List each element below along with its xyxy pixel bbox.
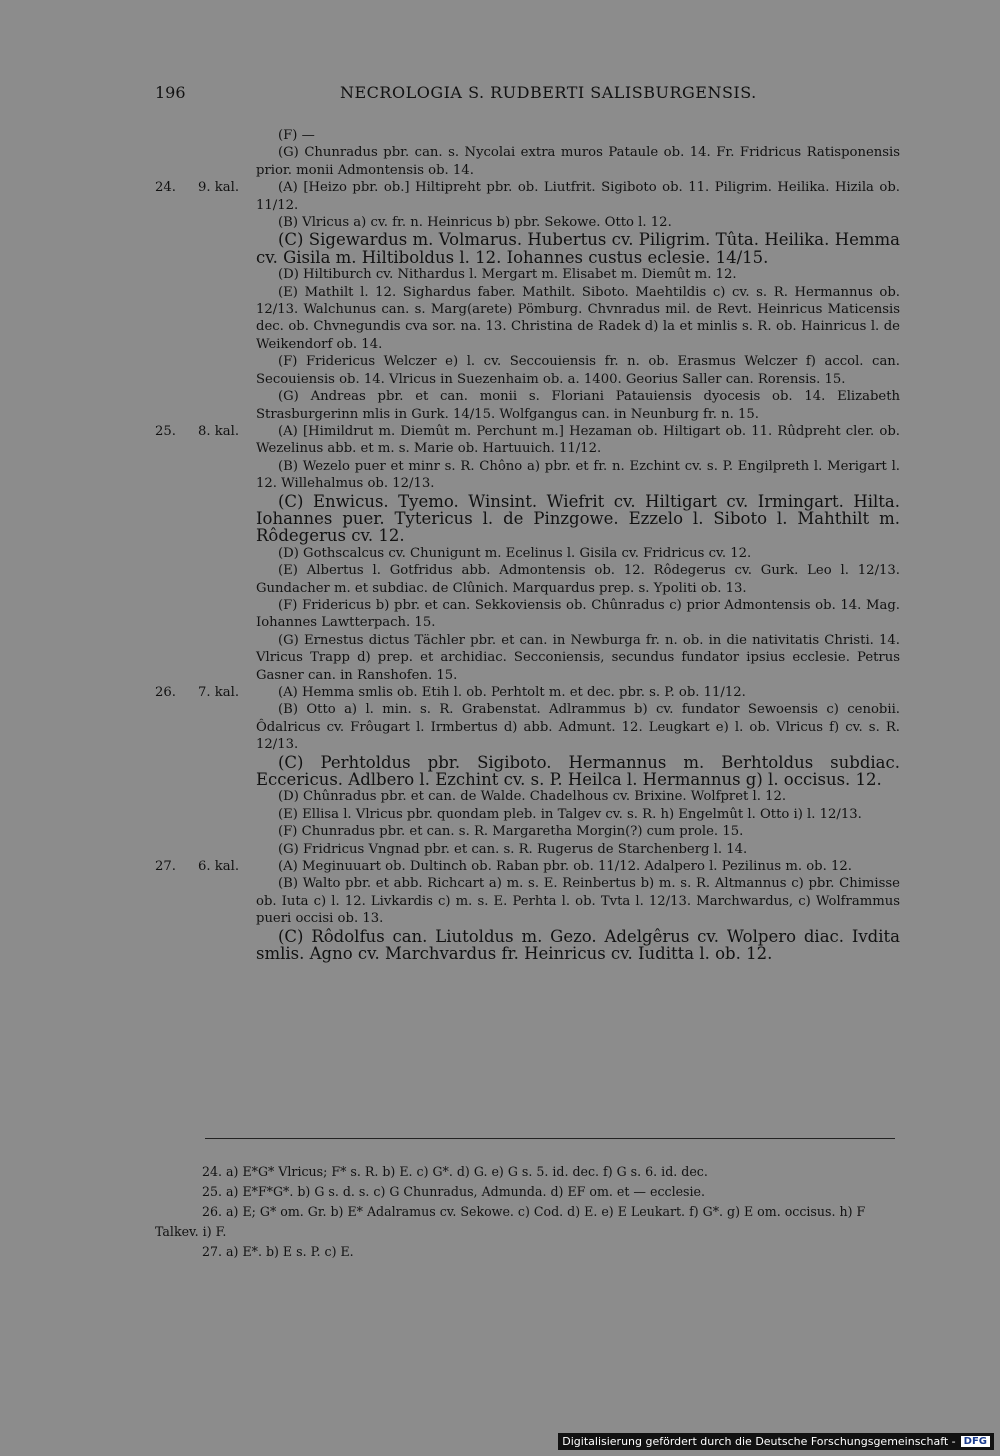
kalend-date: 7. kal.	[198, 685, 240, 700]
entry-paragraph: (G) Fridricus Vngnad pbr. et can. s. R. Rugerus de Starchenberg l. 14.	[278, 841, 748, 857]
footnote-26: 26. a) E; G* om. Gr. b) E* Adalramus cv. Sekowe. c) Cod. d) E. e) E Leukart. f) G*. g) E om. occisus. h) F Talkev. i) F.	[155, 1204, 866, 1239]
entry-day-26	[155, 684, 900, 858]
day-number: 25.	[155, 423, 176, 439]
entry-paragraph: (C) Perhtoldus pbr. Sigiboto. Hermannus m. Berhtoldus subdiac. Eccericus. Adlbero l. Ezchint cv. s. P. Heilca l. Hermannus g) l. occisus. 12.	[256, 752, 900, 790]
entry-paragraph: (A) [Heizo pbr. ob.] Hiltipreht pbr. ob. Liutfrit. Sigiboto ob. 11. Piligrim. Heilika. Hizila ob. 11/12.	[256, 180, 900, 213]
dfg-logo: DFG	[961, 1436, 990, 1447]
entry-paragraph: (E) Mathilt l. 12. Sighardus faber. Mathilt. Siboto. Maehtildis c) cv. s. R. Hermannus ob. 12/13. Walchunus can. s. Marg(arete) Pömburg. Chvnradus mil. de Revt. Heinricus Maticensis dec. ob. Chvnegundis cva sor. na. 13. Christina de Radek d) la et minlis s. R. ob. Hainricus l. de Weikendorf ob. 14.	[256, 284, 900, 352]
entry-paragraph: (D) Hiltiburch cv. Nithardus l. Mergart m. Elisabet m. Diemût m. 12.	[278, 267, 737, 283]
day-number: 27.	[155, 859, 176, 875]
entry-paragraph: (F) Fridericus Welczer e) l. cv. Seccouiensis fr. n. ob. Erasmus Welczer f) accol. can. Secouiensis ob. 14. Vlricus in Suezenhaim ob. a. 1400. Georius Saller can. Rorensis. 15.	[256, 354, 900, 387]
page-number: 196	[155, 83, 186, 102]
footnote-27: 27. a) E*. b) E s. P. c) E.	[202, 1244, 354, 1259]
entry-day-25	[155, 423, 900, 684]
entry-paragraph: (G) Ernestus dictus Tächler pbr. et can. in Newburga fr. n. ob. in die nativitatis Christi. 14. Vlricus Trapp d) prep. et archidiac. Secconiensis, secundus fundator ipsius ecclesie. Petrus Gasner can. in Ranshofen. 15.	[256, 632, 900, 683]
entry-paragraph: (A) Meginuuart ob. Dultinch ob. Raban pbr. ob. 11/12. Adalpero l. Pezilinus m. ob. 12.	[278, 859, 852, 875]
entry-paragraph: (D) Gothscalcus cv. Chunigunt m. Ecelinus l. Gisila cv. Fridricus cv. 12.	[278, 545, 752, 561]
entry-paragraph: (C) Sigewardus m. Volmarus. Hubertus cv. Piligrim. Tûta. Heilika. Hemma cv. Gisila m. Hiltiboldus l. 12. Iohannes custus eclesie. 14/15.	[256, 230, 900, 267]
entry-paragraph: (G) Chunradus pbr. can. s. Nycolai extra muros Pataule ob. 14. Fr. Fridricus Ratisponensis prior. monii Admontensis ob. 14.	[256, 145, 900, 178]
kalend-date: 9. kal.	[198, 180, 240, 196]
credit-text: Digitalisierung gefördert durch die Deutsche Forschungsgemeinschaft -	[562, 1435, 956, 1448]
entry-paragraph: (B) Vlricus a) cv. fr. n. Heinricus b) pbr. Sekowe. Otto l. 12.	[278, 215, 672, 231]
entry-paragraph: (C) Enwicus. Tyemo. Winsint. Wiefrit cv. Hiltigart cv. Irmingart. Hilta. Iohannes puer. Tytericus l. de Pinzgowe. Ezzelo l. Siboto l. Mahthilt m. Rôdegerus cv. 12.	[256, 491, 900, 546]
entry-paragraph: (C) Rôdolfus can. Liutoldus m. Gezo. Adelgêrus cv. Wolpero diac. Ivdita smlis. Agno cv. Marchvardus fr. Heinricus cv. Iuditta l. ob. 12.	[256, 926, 900, 964]
entry-paragraph: (F) Fridericus b) pbr. et can. Sekkoviensis ob. Chûnradus c) prior Admontensis ob. 14. Mag. Iohannes Lawtterpach. 15.	[256, 597, 900, 631]
entry-day-24	[155, 179, 900, 423]
entry-paragraph: (F) —	[278, 128, 315, 143]
footnote-24: 24. a) E*G* Vlricus; F* s. R. b) E. c) G*. d) G. e) G s. 5. id. dec. f) G s. 6. id. dec.	[202, 1164, 708, 1179]
entry-paragraph: (B) Wezelo puer et minr s. R. Chôno a) pbr. et fr. n. Ezchint cv. s. P. Engilpreth l. Merigart l. 12. Willehalmus ob. 12/13.	[256, 458, 900, 492]
entry-paragraph: (B) Walto pbr. et abb. Richcart a) m. s. E. Reinbertus b) m. s. R. Altmannus c) pbr. Chimisse ob. Iuta c) l. 12. Livkardis c) m. s. E. Perhta l. ob. Tvta l. 12/13. Marchwardus, c) Wolframmus pueri occisi ob. 13.	[256, 876, 900, 927]
digitization-credit	[558, 1433, 994, 1450]
entry-paragraph: (A) Hemma smlis ob. Etih l. ob. Perhtolt m. et dec. pbr. s. P. ob. 11/12.	[278, 685, 746, 700]
footnote-25: 25. a) E*F*G*. b) G s. d. s. c) G Chunradus, Admunda. d) EF om. et — ecclesie.	[202, 1184, 706, 1199]
entry-paragraph: (E) Ellisa l. Vlricus pbr. quondam pleb. in Talgev cv. s. R. h) Engelmût l. Otto i) l. 12/13.	[278, 806, 862, 822]
entry-paragraph: (D) Chûnradus pbr. et can. de Walde. Chadelhous cv. Brixine. Wolfpret l. 12.	[278, 789, 787, 805]
entry-paragraph: (E) Albertus l. Gotfridus abb. Admontensis ob. 12. Rôdegerus cv. Gurk. Leo l. 12/13. Gundacher m. et subdiac. de Clûnich. Marquardus prep. s. Ypoliti ob. 13.	[256, 563, 900, 596]
kalend-date: 8. kal.	[198, 423, 240, 439]
entry-paragraph: (A) [Himildrut m. Diemût m. Perchunt m.] Hezaman ob. Hiltigart ob. 11. Rûdpreht cler. ob. Wezelinus abb. et m. s. Marie ob. Hartuuich. 11/12.	[256, 423, 900, 457]
necrology-entries	[155, 127, 900, 963]
footnotes	[155, 1162, 900, 1262]
entry-paragraph: (G) Andreas pbr. et can. monii s. Floriani Patauiensis dyocesis ob. 14. Elizabeth Strasburgerinn mlis in Gurk. 14/15. Wolfgangus can. in Neunburg fr. n. 15.	[256, 389, 900, 422]
entry-paragraph: (F) Chunradus pbr. et can. s. R. Margaretha Morgin(?) cum prole. 15.	[278, 824, 744, 840]
day-number: 24.	[155, 180, 176, 196]
footnote-divider	[205, 1138, 895, 1139]
kalend-date: 6. kal.	[198, 859, 240, 875]
day-number: 26.	[155, 685, 176, 700]
entry-continuation	[155, 127, 900, 179]
entry-paragraph: (B) Otto a) l. min. s. R. Grabenstat. Adlrammus b) cv. fundator Sewoensis c) cenobii. Ôdalricus cv. Frôugart l. Irmbertus d) abb. Admunt. 12. Leugkart e) l. ob. Vlricus f) cv. s. R. 12/13.	[256, 702, 900, 753]
entry-day-27	[155, 858, 900, 962]
running-title: NECROLOGIA S. RUDBERTI SALISBURGENSIS.	[340, 83, 757, 102]
